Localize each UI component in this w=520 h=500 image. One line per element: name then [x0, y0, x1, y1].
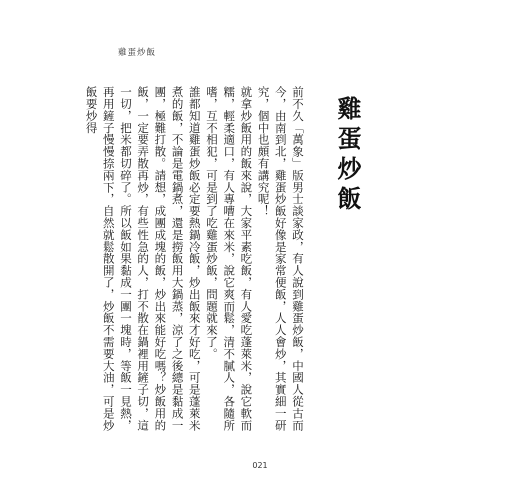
paragraph: 就拿炒飯用的飯來說，大家平素吃飯，有人愛吃蓬萊米，說它軟而糯，輕柔適口，有人專嘈在來米，說它爽而鬆，清不膩人，各隨所嗜，互不相犯，可是到了吃雞蛋炒飯，問題就來了。 [204, 86, 254, 432]
paragraph: 前不久「萬象」版男士談家政，有人說到雞蛋炒飯，中國人從古而今，由南到北，雞蛋炒飯好像是家常便飯，人人會炒，其實細一研究，個中也頗有講究呢！ [256, 86, 305, 432]
page-number: 021 [252, 461, 268, 470]
body-text [82, 86, 306, 438]
chapter-title: 雞蛋炒飯 [333, 96, 362, 216]
paragraph: 誰都知道雞蛋炒飯必定要熱鍋冷飯，炒出飯來才好吃，可是蓬萊米煮的飯，不論是電鍋煮，還是撈飯用大鍋蒸，涼了之後總是黏成一團，極難打散。請想，成團成塊的飯，炒出來能好吃嗎？炒飯用的飯，一定要弄散再炒，有些性急的人，打不散在鍋裡用鏟子切，這一切，把米都切碎了。所以飯如果黏成一團一塊時，等飯一見熱，再用鏟子慢慢捺兩下，自然就鬆散開了，炒飯不需要大油，可是炒飯要炒得 [84, 86, 202, 432]
running-header: 雞蛋炒飯 [118, 48, 157, 58]
